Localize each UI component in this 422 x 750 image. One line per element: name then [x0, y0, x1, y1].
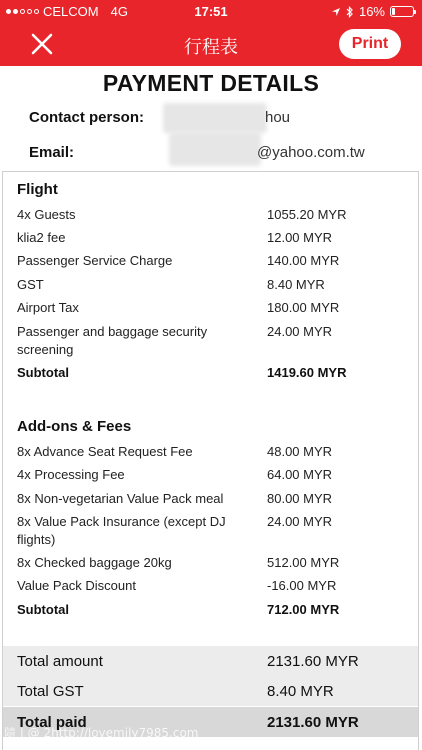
- subtotal-amount: 1419.60 MYR: [267, 365, 347, 380]
- total-amount-row: [3, 646, 418, 676]
- redacted-area: [163, 103, 267, 133]
- line-item-name: klia2 fee: [17, 230, 66, 245]
- total-value: 2131.60 MYR: [267, 653, 359, 670]
- line-item-amount: 140.00 MYR: [267, 253, 340, 268]
- addons-section-title: Add-ons & Fees: [17, 418, 132, 435]
- battery-fill: [392, 8, 395, 15]
- line-item-name: 8x Non-vegetarian Value Pack meal: [17, 491, 224, 506]
- total-gst-row: [3, 676, 418, 706]
- line-item-amount: 24.00 MYR: [267, 514, 333, 529]
- line-item-name: 4x Processing Fee: [17, 467, 125, 482]
- nav-title: 行程表: [184, 37, 238, 57]
- total-label: Total paid: [17, 714, 87, 731]
- clock: 17:51: [194, 4, 228, 19]
- battery-percent: 16%: [358, 4, 385, 19]
- line-item-amount: 12.00 MYR: [267, 230, 333, 245]
- watermark-text: 隨 | @ 2http://lovemily7985.com: [4, 726, 199, 740]
- network-type: 4G: [110, 4, 128, 19]
- line-item-amount: 512.00 MYR: [267, 555, 340, 570]
- line-item-amount: 64.00 MYR: [267, 467, 333, 482]
- line-item-name: Passenger Service Charge: [17, 253, 173, 268]
- line-item-name: 4x Guests: [17, 207, 76, 222]
- total-label: Total GST: [17, 683, 84, 700]
- line-item-amount: 8.40 MYR: [267, 277, 325, 292]
- line-item-amount: -16.00 MYR: [267, 578, 337, 593]
- total-value: 8.40 MYR: [267, 683, 334, 700]
- redacted-area: [169, 132, 261, 166]
- payment-card: [2, 171, 419, 750]
- subtotal-label: Subtotal: [17, 602, 69, 617]
- carrier-name: CELCOM: [43, 4, 99, 19]
- email-row: [29, 144, 409, 164]
- status-bar: [0, 0, 422, 22]
- print-button[interactable]: Print: [339, 29, 401, 59]
- page-title: PAYMENT DETAILS: [102, 70, 320, 96]
- status-right: [331, 4, 414, 19]
- flight-section-title: Flight: [17, 181, 58, 198]
- line-item-name: 8x Advance Seat Request Fee: [17, 444, 193, 459]
- line-item-amount: 48.00 MYR: [267, 444, 333, 459]
- line-item-name: Value Pack Discount: [17, 578, 136, 593]
- line-item-name: 8x Value Pack Insurance (except DJ flights): [17, 514, 226, 547]
- line-item-amount: 80.00 MYR: [267, 491, 333, 506]
- bluetooth-icon: [346, 6, 354, 18]
- email-label: Email:: [29, 144, 75, 161]
- line-item-amount: 180.00 MYR: [267, 300, 340, 315]
- location-arrow-icon: [331, 7, 341, 17]
- battery-icon: [390, 6, 414, 17]
- nav-bar: [0, 22, 422, 66]
- line-item-name: Airport Tax: [17, 300, 79, 315]
- line-item-name: GST: [17, 277, 44, 292]
- contact-person-label: Contact person:: [29, 109, 145, 126]
- total-value: 2131.60 MYR: [267, 714, 359, 731]
- line-item-name: 8x Checked baggage 20kg: [17, 555, 172, 570]
- subtotal-label: Subtotal: [17, 365, 69, 380]
- line-item-amount: 24.00 MYR: [267, 324, 333, 339]
- contact-person-value: hou: [265, 109, 291, 126]
- line-item-name: Passenger and baggage security screening: [17, 324, 208, 357]
- email-value: @yahoo.com.tw: [257, 144, 365, 161]
- total-label: Total amount: [17, 653, 103, 670]
- line-item-amount: 1055.20 MYR: [267, 207, 347, 222]
- subtotal-amount: 712.00 MYR: [267, 602, 340, 617]
- contact-person-row: [29, 109, 409, 129]
